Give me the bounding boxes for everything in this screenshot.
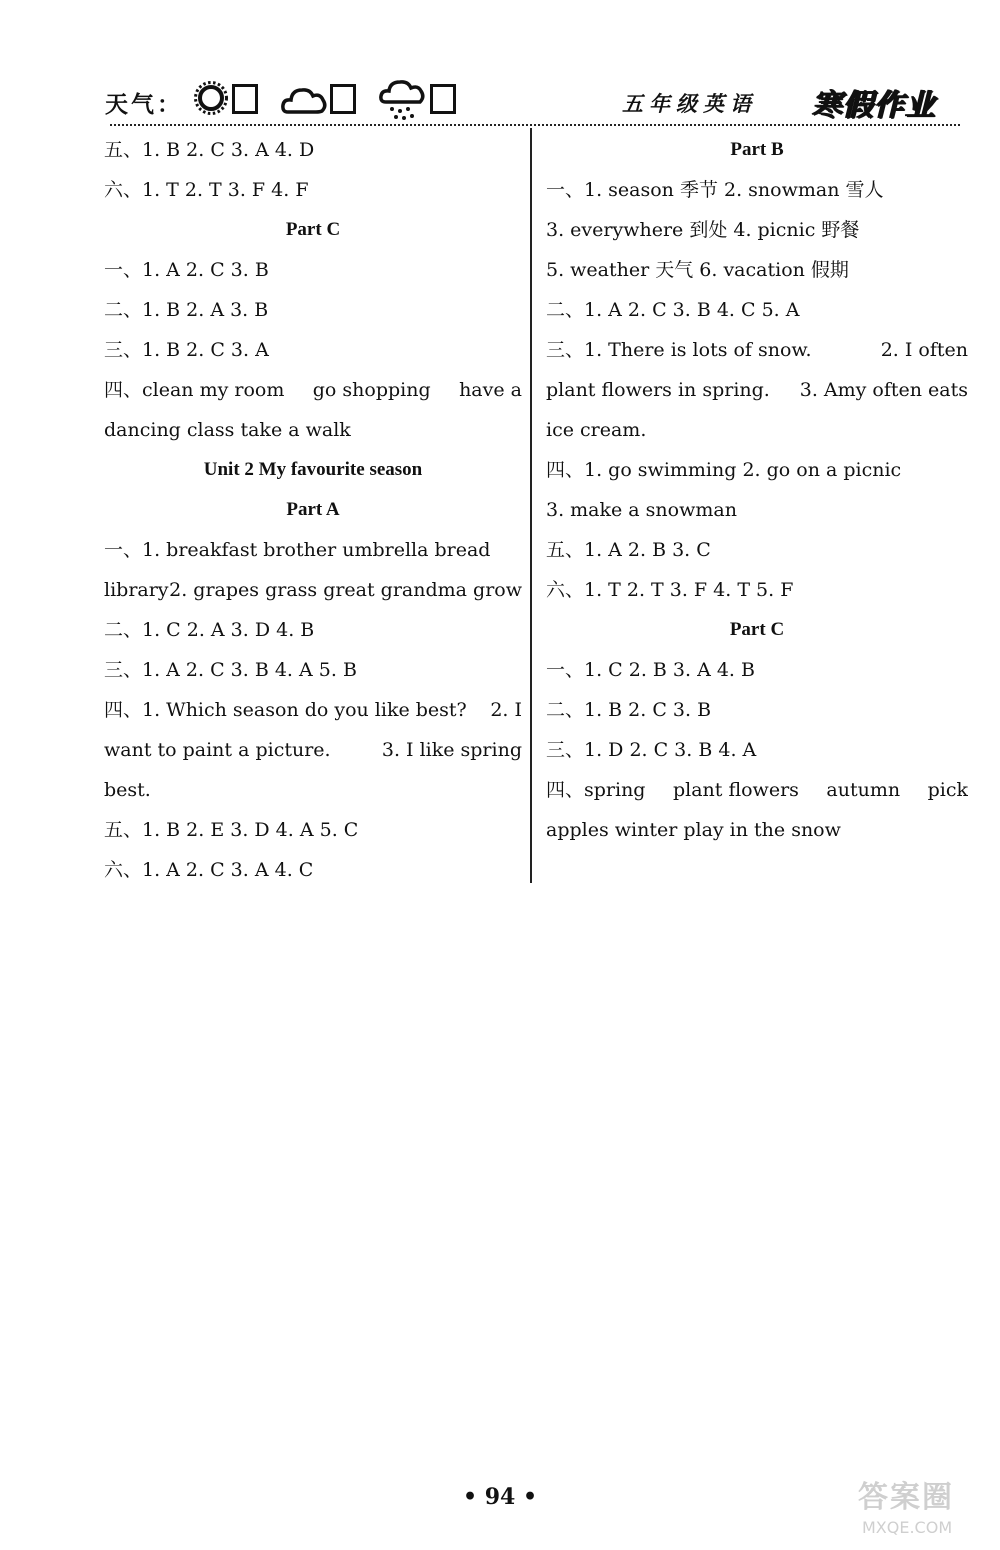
answer-line: 四、spring plant flowers autumn pick [546, 779, 968, 801]
answer-line: 一、1. C 2. B 3. A 4. B [546, 659, 755, 681]
answer-line: 一、1. breakfast brother umbrella bread [104, 539, 491, 561]
section-heading: Unit 2 My favourite season [203, 459, 423, 480]
answer-line: 二、1. B 2. C 3. B [546, 699, 712, 721]
answer-line: 三、1. There is lots of snow. 2. I often [546, 339, 968, 361]
answer-line: 五、1. A 2. B 3. C [546, 539, 711, 561]
answer-line: 五、1. B 2. E 3. D 4. A 5. C [104, 819, 359, 841]
section-heading: Part A [286, 499, 340, 520]
answer-line: 四、1. go swimming 2. go on a picnic [546, 459, 902, 481]
section-heading: Part B [730, 139, 784, 160]
watermark-url: MXQE.COM [862, 1518, 953, 1537]
answer-line: want to paint a picture. 3. I like spring [104, 739, 522, 761]
cloud-icon [280, 78, 328, 118]
answer-line: dancing class take a walk [104, 419, 351, 441]
answer-line: 四、clean my room go shopping have a [104, 379, 522, 401]
sun-icon [192, 78, 230, 118]
section-heading: Part C [729, 619, 785, 640]
watermark-text: 答案圈 [858, 1480, 954, 1515]
answer-line: 二、1. C 2. A 3. D 4. B [104, 619, 315, 641]
answer-line: ice cream. [546, 419, 647, 441]
answer-line: 三、1. D 2. C 3. B 4. A [546, 739, 757, 761]
answer-line: 六、1. T 2. T 3. F 4. F [104, 179, 309, 201]
brand-title: 寒假作业 [812, 88, 936, 123]
watermark-logo [852, 1472, 982, 1542]
snow-cloud-icon [378, 78, 428, 122]
weather-checkbox-sun[interactable] [232, 84, 258, 114]
subject-title: 五年级英语 [622, 91, 757, 116]
answer-line: 六、1. A 2. C 3. A 4. C [104, 859, 314, 881]
answer-line: 三、1. A 2. C 3. B 4. A 5. B [104, 659, 357, 681]
answer-line: 3. make a snowman [546, 499, 737, 521]
section-heading: Part C [285, 219, 341, 240]
answer-line: apples winter play in the snow [546, 819, 841, 841]
answer-line: 三、1. B 2. C 3. A [104, 339, 269, 361]
answer-line: 3. everywhere 到处 4. picnic 野餐 [546, 219, 860, 241]
answer-line: 二、1. B 2. A 3. B [104, 299, 269, 321]
weather-label: 天气： [105, 91, 183, 118]
answer-line: 一、1. A 2. C 3. B [104, 259, 269, 281]
answer-line: plant flowers in spring. 3. Amy often eats [546, 379, 968, 401]
answer-line: 五、1. B 2. C 3. A 4. D [104, 139, 315, 161]
answer-line: 二、1. A 2. C 3. B 4. C 5. A [546, 299, 800, 321]
weather-checkbox-snow[interactable] [430, 84, 456, 114]
answer-line: 5. weather 天气 6. vacation 假期 [546, 259, 849, 281]
left-answer-column [104, 130, 522, 890]
answer-line: 四、1. Which season do you like best? 2. I [104, 699, 522, 721]
header-divider [110, 124, 960, 126]
answer-line: best. [104, 779, 151, 801]
page-header [100, 70, 960, 126]
page-number: • 94 • [462, 1484, 538, 1510]
right-answer-column [546, 130, 968, 850]
column-divider [530, 128, 532, 883]
weather-checkbox-cloud[interactable] [330, 84, 356, 114]
answer-line: 六、1. T 2. T 3. F 4. T 5. F [546, 579, 794, 601]
answer-line: 一、1. season 季节 2. snowman 雪人 [546, 179, 884, 201]
answer-line: library 2. grapes grass great grandma grow [104, 579, 522, 601]
